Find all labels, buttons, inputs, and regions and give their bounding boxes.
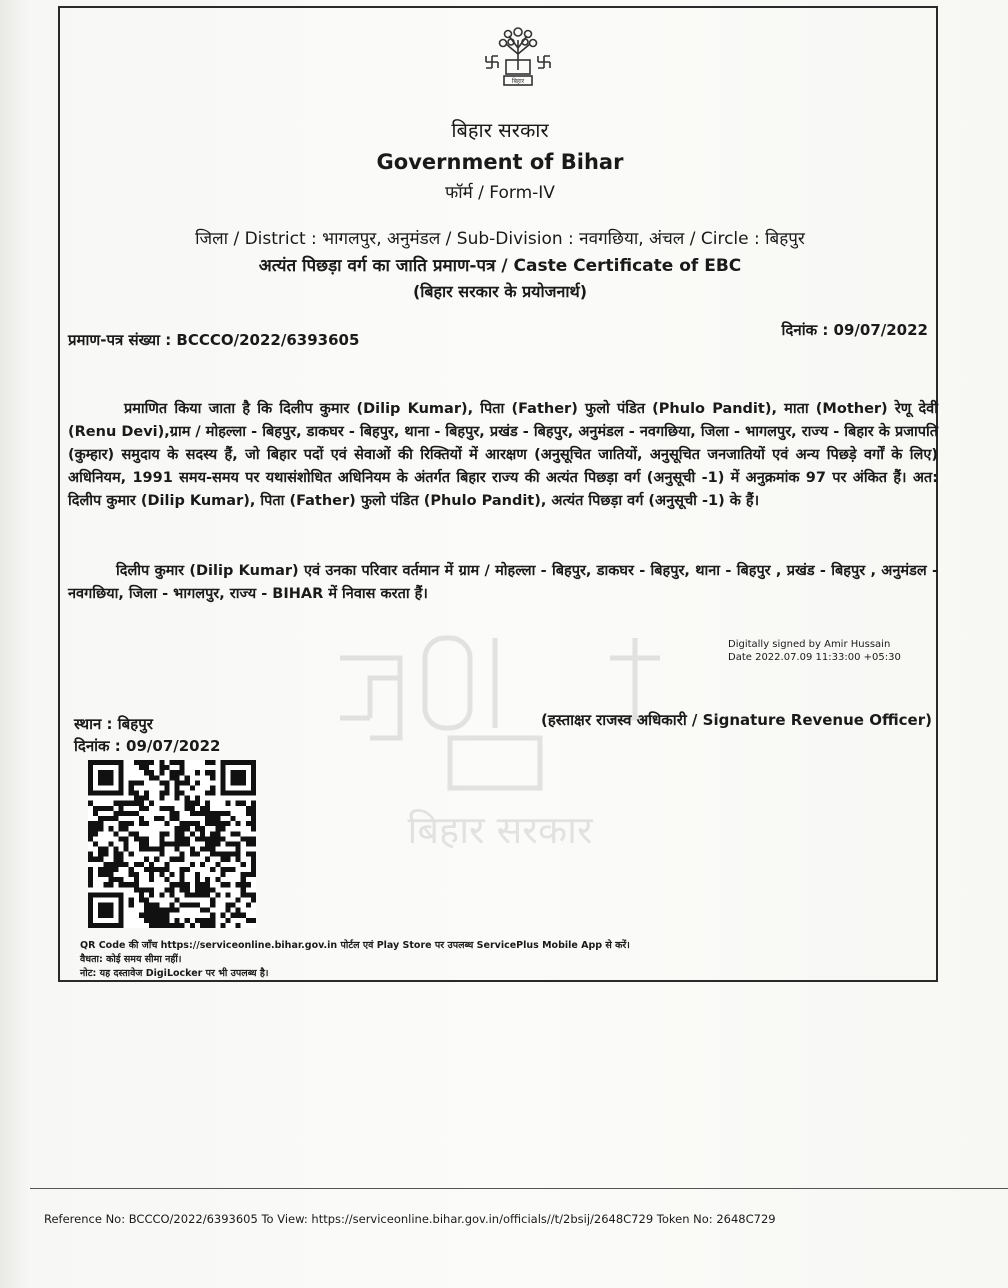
district-line: जिला / District : भागलपुर, अनुमंडल / Sub-Division : नवगछिया, अंचल / Circle : बिहपुर: [195, 229, 805, 249]
digital-signature-date: Date 2022.07.09 11:33:00 +05:30: [728, 652, 901, 663]
reference-line: Reference No: BCCCO/2022/6393605 To View: https://serviceonline.bihar.gov.in/officials//t/2bsij/2648C729 Token No: 2648C729: [44, 1212, 776, 1226]
certificate-frame: [58, 6, 938, 982]
bihar-emblem-icon: [478, 18, 558, 98]
svg-text:बिहार सरकार: बिहार सरकार: [407, 808, 593, 852]
validity-note: वैधता: कोई समय सीमा नहीं।: [80, 954, 182, 965]
digital-signature-name: Digitally signed by Amir Hussain: [728, 639, 891, 650]
digilocker-note: नोट: यह दस्तावेज DigiLocker पर भी उपलब्ध है।: [80, 968, 269, 979]
certificate-title: अत्यंत पिछड़ा वर्ग का जाति प्रमाण-पत्र / Caste Certificate of EBC: [258, 256, 742, 276]
form-label: फॉर्म / Form-IV: [445, 183, 555, 203]
digital-signature: [728, 638, 901, 664]
date-label: दिनांक : 09/07/2022: [74, 737, 221, 755]
svg-text:बिहार: बिहार: [511, 78, 525, 85]
residence-paragraph: दिलीप कुमार (Dilip Kumar) एवं उनका परिवार वर्तमान में ग्राम / मोहल्ला - बिहपुर, डाकघर - बिहपुर, थाना - बिहपुर , प्रखंड - बिहपुर , अनुमंडल - नवगछिया, जिला - भागलपुर, राज्य - BIHAR में निवास करता हैं।: [68, 563, 938, 602]
bihar-emblem-watermark-icon: [330, 618, 670, 858]
qr-code[interactable]: [88, 760, 256, 928]
purpose-line: (बिहार सरकार के प्रयोजनार्थ): [412, 282, 588, 301]
qr-verification-note: QR Code की जाँच https://serviceonline.bihar.gov.in पोर्टल एवं Play Store पर उपलब्ध ServicePlus Mobile App से करें।: [80, 940, 630, 951]
revenue-officer-signature: (हस्ताक्षर राजस्व अधिकारी / Signature Revenue Officer): [540, 711, 932, 729]
hindi-title: बिहार सरकार: [451, 118, 549, 142]
government-title: Government of Bihar: [376, 150, 624, 174]
issue-date: दिनांक : 09/07/2022: [781, 321, 928, 339]
place-label: स्थान : बिहपुर: [74, 715, 153, 733]
certification-paragraph: प्रमाणित किया जाता है कि दिलीप कुमार (Dilip Kumar), पिता (Father) फुलो पंडित (Phulo Pandit), माता (Mother) रेणू देवी (Renu Devi),ग्राम / मोहल्ला - बिहपुर, डाकघर - बिहपुर, थाना - बिहपुर, प्रखंड - बिहपुर, अनुमंडल - नवगछिया, जिला - भागलपुर, राज्य - बिहार के प्रजापति (कुम्हार) समुदाय के सदस्य हैं, जो बिहार पदों एवं सेवाओं की रिक्तियों में आरक्षण (अनुसूचित जातियों, अनुसूचित जनजातियों एवं अन्य पिछड़े वर्गों के लिए) अधिनियम, 1991 समय-समय पर यथासंशोधित अधिनियम के अंतर्गत बिहार राज्य की अत्यंत पिछड़ा वर्ग (अनुसूची -1) में अनुक्रमांक 97 पर अंकित हैं। अत: दिलीप कुमार (Dilip Kumar), पिता (Father) फुलो पंडित (Phulo Pandit), अत्यंत पिछड़ा वर्ग (अनुसूची -1) के हैं।: [68, 401, 938, 509]
footer-divider: [30, 1188, 1008, 1189]
certificate-number: प्रमाण-पत्र संख्या : BCCCO/2022/6393605: [68, 331, 360, 349]
